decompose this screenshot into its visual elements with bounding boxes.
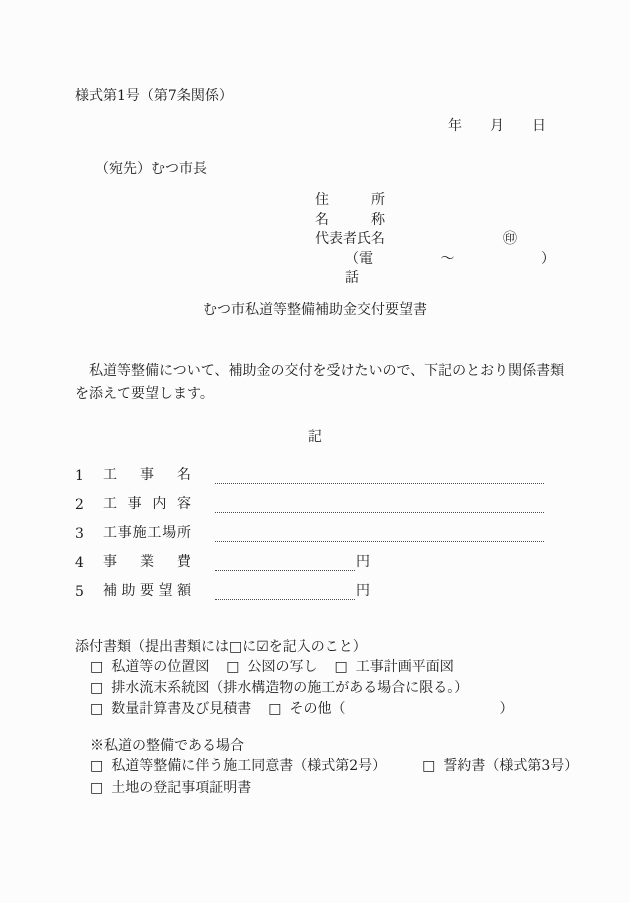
checkbox-item-other <box>268 699 513 720</box>
checkbox-item-location-map <box>90 657 209 678</box>
checkbox-label: 数量計算書及び見積書 <box>111 701 252 717</box>
checkbox-icon: □ <box>90 680 104 696</box>
checkbox-label: 私道等整備に伴う施工同意書（様式第2号） <box>111 758 387 774</box>
checkbox-item-consent-form <box>90 756 386 778</box>
attachments-row-3 <box>90 699 610 720</box>
attachments-row-2 <box>90 678 610 699</box>
record-items <box>75 466 545 611</box>
fill-in-line <box>215 527 544 542</box>
applicant-phone-line <box>345 250 555 286</box>
item-number: 1 <box>75 468 84 484</box>
checkbox-icon: □ <box>422 758 436 774</box>
item-label: 工事施工場所 <box>103 525 191 541</box>
body-paragraph <box>75 360 590 405</box>
checkbox-icon: □ <box>90 758 104 774</box>
checkbox-label: 工事計画平面図 <box>355 659 454 675</box>
applicant-block <box>315 191 555 286</box>
name-label: 名称 <box>315 211 385 228</box>
checkbox-label: 私道等の位置図 <box>111 659 210 675</box>
checkbox-icon: □ <box>90 779 104 796</box>
item-label: 事業費 <box>103 554 191 570</box>
checkbox-label: 誓約書（様式第3号） <box>443 758 579 774</box>
applicant-representative-line <box>315 230 555 250</box>
item-unit-yen: 円 <box>356 583 370 599</box>
private-road-row-1 <box>90 756 610 778</box>
checkbox-item-quantity-estimate <box>90 699 251 720</box>
item-row-subsidy-request-amount <box>75 582 545 600</box>
phone-close-paren: ） <box>541 250 555 267</box>
fill-in-line <box>215 498 544 513</box>
applicant-name-line <box>315 211 555 231</box>
item-row-construction-site <box>75 524 545 542</box>
private-road-checklist <box>90 756 610 799</box>
attachments-row-1 <box>90 657 610 678</box>
item-unit-yen: 円 <box>356 554 370 570</box>
checkbox-icon: □ <box>90 659 104 675</box>
body-line-1: 私道等整備について、補助金の交付を受けたいので、下記のとおり関係書類 <box>75 363 565 379</box>
attachments-header: 添付書類（提出書類には□に☑を記入のこと） <box>75 639 367 655</box>
checkbox-item-land-registry <box>90 778 251 800</box>
private-road-note: ※私道の整備である場合 <box>90 738 244 754</box>
item-row-construction-details <box>75 495 545 513</box>
record-marker: 記 <box>308 429 322 445</box>
body-line-2: を添えて要望します。 <box>75 385 214 402</box>
item-row-project-cost <box>75 553 545 571</box>
fill-in-line <box>215 556 355 571</box>
addressee: （宛先）むつ市長 <box>95 161 207 177</box>
seal-icon: ㊞ <box>503 231 517 247</box>
item-number: 4 <box>75 555 84 571</box>
item-number: 2 <box>75 497 84 513</box>
checkbox-item-pledge <box>422 756 578 778</box>
fill-in-line <box>215 585 355 600</box>
checkbox-icon: □ <box>268 701 282 717</box>
applicant-address-line <box>315 191 555 211</box>
checkbox-item-construction-plan <box>334 657 453 678</box>
item-label: 工事名 <box>103 467 191 483</box>
item-row-construction-name <box>75 466 545 484</box>
checkbox-icon: □ <box>90 701 104 717</box>
item-label: 補助要望額 <box>103 583 191 599</box>
representative-label: 代表者氏名 <box>315 231 385 247</box>
checkbox-icon: □ <box>226 659 240 675</box>
item-number: 3 <box>75 526 84 542</box>
checkbox-item-drainage-diagram <box>90 678 468 699</box>
fill-in-line <box>215 469 544 484</box>
private-road-row-2 <box>90 778 610 800</box>
document-title: むつ市私道等整備補助金交付要望書 <box>203 302 427 318</box>
phone-tilde: 〜 <box>440 250 455 267</box>
checkbox-icon: □ <box>334 659 348 675</box>
phone-label: （電話 <box>345 250 373 286</box>
checkbox-label: その他（ ） <box>289 701 514 717</box>
checkbox-label: 排水流末系統図（排水構造物の施工がある場合に限る。） <box>111 680 469 696</box>
attachments-checklist <box>90 657 610 720</box>
item-number: 5 <box>75 584 84 600</box>
checkbox-label: 公図の写し <box>247 659 318 675</box>
checkbox-item-cadastral-copy <box>226 657 317 678</box>
date-line: 年 月 日 <box>448 118 546 134</box>
form-number: 様式第1号（第7条関係） <box>75 88 233 104</box>
item-label: 工事内容 <box>103 496 191 512</box>
checkbox-label: 土地の登記事項証明書 <box>111 779 252 796</box>
address-label: 住所 <box>315 192 385 208</box>
